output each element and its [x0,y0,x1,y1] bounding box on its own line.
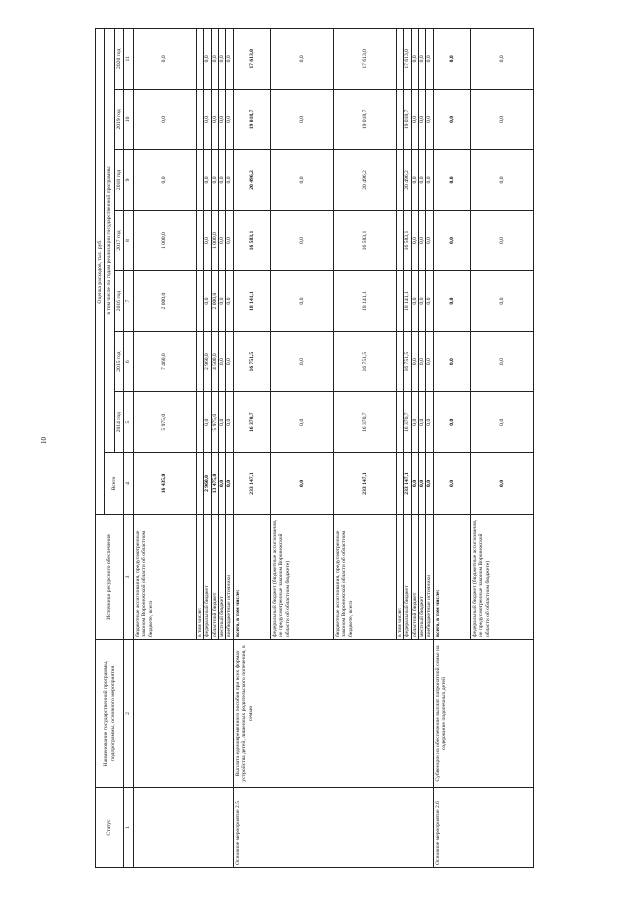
column-number: 2 [124,640,133,788]
budget-table [95,28,534,868]
value-cell: 16 751,5 [233,331,270,392]
value-cell: 0,0 [211,150,218,211]
header-total: Всего [105,453,124,515]
header-year: 2018 год [114,150,123,211]
value-cell: 233 147,1 [404,453,411,515]
value-cell: 0,0 [470,150,533,211]
header-estimate: Оценка расходов, тыс. руб. [96,29,105,515]
source-cell: бюджетные ассигнования, предусмотренные законом Воронежской области об областном бюджете, всего [333,515,396,640]
value-cell: 17 613,0 [404,29,411,90]
source-cell: областной бюджет [411,515,418,640]
value-cell: 0,0 [411,392,418,453]
value-cell: 2 960,0 [204,331,211,392]
value-cell: 20 496,2 [333,150,396,211]
value-cell: 233 147,1 [233,453,270,515]
value-cell: 0,0 [470,29,533,90]
value-cell: 0,0 [419,392,426,453]
value-cell: 0,0 [411,210,418,271]
value-cell: 16 583,1 [333,210,396,271]
value-cell: 0,0 [133,89,196,150]
header-year: 2016 год [114,271,123,332]
column-number: 1 [124,788,133,868]
value-cell: 0,0 [270,89,333,150]
value-cell: 0,0 [419,29,426,90]
value-cell: 0,0 [411,453,418,515]
column-number: 3 [124,515,133,640]
value-cell: 0,0 [226,210,233,271]
source-cell: федеральный бюджет (бюджетные ассигнования, не предусмотренные законом Воронежской области об областном бюджете) [270,515,333,640]
value-cell: 2 000,0 [133,271,196,332]
value-cell: 0,0 [433,150,470,211]
budget-table-page [95,28,607,868]
value-cell: 20 496,2 [233,150,270,211]
value-cell: 0,0 [433,89,470,150]
column-number: 9 [124,150,133,211]
status-cell: Основное мероприятие 2.5 [233,788,433,868]
value-cell: 0,0 [218,331,225,392]
column-number: 5 [124,392,133,453]
value-cell: 0,0 [411,331,418,392]
value-cell: 0,0 [218,271,225,332]
value-cell: 0,0 [204,271,211,332]
value-cell: 0,0 [426,29,433,90]
source-cell: всего, в том числе: [233,515,270,640]
value-cell: 19 018,7 [233,89,270,150]
value-cell: 0,0 [419,210,426,271]
value-cell: 17 613,0 [233,29,270,90]
value-cell: 0,0 [411,29,418,90]
value-cell: 0,0 [411,150,418,211]
source-cell: в том числе: [196,515,203,640]
column-number: 4 [124,453,133,515]
value-cell: 18 141,1 [233,271,270,332]
value-cell: 0,0 [426,331,433,392]
header-year: 2014 год [114,392,123,453]
value-cell: 0,0 [226,453,233,515]
column-number: 7 [124,271,133,332]
value-cell: 0,0 [226,150,233,211]
value-cell: 7 460,0 [133,331,196,392]
column-number: 6 [124,331,133,392]
value-cell: 16 751,5 [333,331,396,392]
value-cell: 0,0 [218,453,225,515]
value-cell: 0,0 [419,331,426,392]
value-cell: 0,0 [270,392,333,453]
value-cell: 1 000,0 [133,210,196,271]
value-cell: 0,0 [204,89,211,150]
source-cell: в том числе: [396,515,403,640]
value-cell: 18 141,1 [404,271,411,332]
value-cell: 0,0 [270,271,333,332]
value-cell: 0,0 [433,210,470,271]
value-cell: 0,0 [433,271,470,332]
value-cell: 0,0 [211,89,218,150]
value-cell: 0,0 [226,392,233,453]
name-cell [133,640,233,788]
value-cell: 0,0 [419,271,426,332]
value-cell: 0,0 [204,150,211,211]
value-cell: 16 370,7 [404,392,411,453]
value-cell: 0,0 [426,392,433,453]
value-cell: 0,0 [419,150,426,211]
header-name: Наименование государственной программы, подпрограммы, основного мероприятия [96,640,124,788]
value-cell: 5 975,0 [133,392,196,453]
value-cell: 0,0 [419,453,426,515]
value-cell: 0,0 [226,331,233,392]
value-cell: 0,0 [470,271,533,332]
header-status: Статус [96,788,124,868]
value-cell: 0,0 [426,210,433,271]
value-cell: 0,0 [411,89,418,150]
value-cell: 0,0 [270,453,333,515]
header-year: 2020 год [114,29,123,90]
value-cell: 0,0 [419,89,426,150]
source-cell: всего, в том числе: [433,515,470,640]
source-cell: федеральный бюджет [404,515,411,640]
value-cell: 16 583,1 [404,210,411,271]
value-cell: 0,0 [270,29,333,90]
column-number: 10 [124,89,133,150]
value-cell: 0,0 [426,89,433,150]
value-cell: 0,0 [218,150,225,211]
value-cell: 0,0 [270,331,333,392]
value-cell: 19 018,7 [404,89,411,150]
value-cell: 0,0 [433,331,470,392]
source-cell: местный бюджет [419,515,426,640]
status-cell: Основное мероприятие 2.6 [433,788,533,868]
value-cell: 19 018,7 [333,89,396,150]
value-cell: 0,0 [433,392,470,453]
value-cell: 2 000,0 [211,271,218,332]
value-cell: 18 141,1 [333,271,396,332]
value-cell: 0,0 [433,29,470,90]
source-cell: местный бюджет [218,515,225,640]
value-cell: 0,0 [204,29,211,90]
value-cell: 0,0 [218,210,225,271]
source-cell: внебюджетные источники [226,515,233,640]
value-cell: 0,0 [226,271,233,332]
value-cell: 2 960,0 [204,453,211,515]
value-cell: 0,0 [226,29,233,90]
value-cell: 16 435,0 [133,453,196,515]
header-source: Источники ресурсного обеспечения [96,515,124,640]
value-cell: 0,0 [270,210,333,271]
value-cell: 0,0 [211,29,218,90]
table-row [433,29,470,868]
name-cell: Субвенции на обеспечение выплат патронатной семье на содержание подопечных детей [433,640,533,788]
value-cell: 0,0 [133,29,196,90]
column-number: 8 [124,210,133,271]
value-cell: 0,0 [218,89,225,150]
value-cell: 0,0 [470,210,533,271]
value-cell: 0,0 [411,271,418,332]
header-year: 2017 год [114,210,123,271]
page-number: 10 [40,437,48,444]
value-cell: 0,0 [470,89,533,150]
name-cell: Выплата единовременного пособия при всех формах устройства детей, лишенных родительского попечения, в семью [233,640,433,788]
source-cell: федеральный бюджет (бюджетные ассигнования, не предусмотренные законом Воронежской области об областном бюджете) [470,515,533,640]
value-cell: 0,0 [470,331,533,392]
source-cell: федеральный бюджет [204,515,211,640]
table-row [233,29,270,868]
header-by-years: в том числе по годам реализации государственной программы [105,29,114,453]
value-cell: 1 000,0 [211,210,218,271]
value-cell: 16 751,5 [404,331,411,392]
value-cell: 16 370,7 [233,392,270,453]
value-cell: 233 147,1 [333,453,396,515]
source-cell: внебюджетные источники [426,515,433,640]
value-cell: 0,0 [204,392,211,453]
value-cell: 0,0 [226,89,233,150]
value-cell: 4 500,0 [211,331,218,392]
value-cell: 0,0 [133,150,196,211]
value-cell: 0,0 [270,150,333,211]
value-cell: 5 975,0 [211,392,218,453]
value-cell: 0,0 [426,453,433,515]
value-cell: 17 613,0 [333,29,396,90]
table-row [133,29,196,868]
value-cell: 13 475,0 [211,453,218,515]
source-cell: областной бюджет [211,515,218,640]
source-cell: бюджетные ассигнования, предусмотренные законом Воронежской области об областном бюджете, всего [133,515,196,640]
column-number: 11 [124,29,133,90]
value-cell: 0,0 [426,150,433,211]
value-cell: 0,0 [218,392,225,453]
value-cell: 0,0 [426,271,433,332]
value-cell: 0,0 [433,453,470,515]
value-cell: 16 370,7 [333,392,396,453]
value-cell: 0,0 [204,210,211,271]
value-cell: 16 583,1 [233,210,270,271]
status-cell [133,788,233,868]
header-year: 2015 год [114,331,123,392]
value-cell: 20 496,2 [404,150,411,211]
value-cell: 0,0 [470,453,533,515]
value-cell: 0,0 [218,29,225,90]
value-cell: 0,0 [470,392,533,453]
header-year: 2019 год [114,89,123,150]
